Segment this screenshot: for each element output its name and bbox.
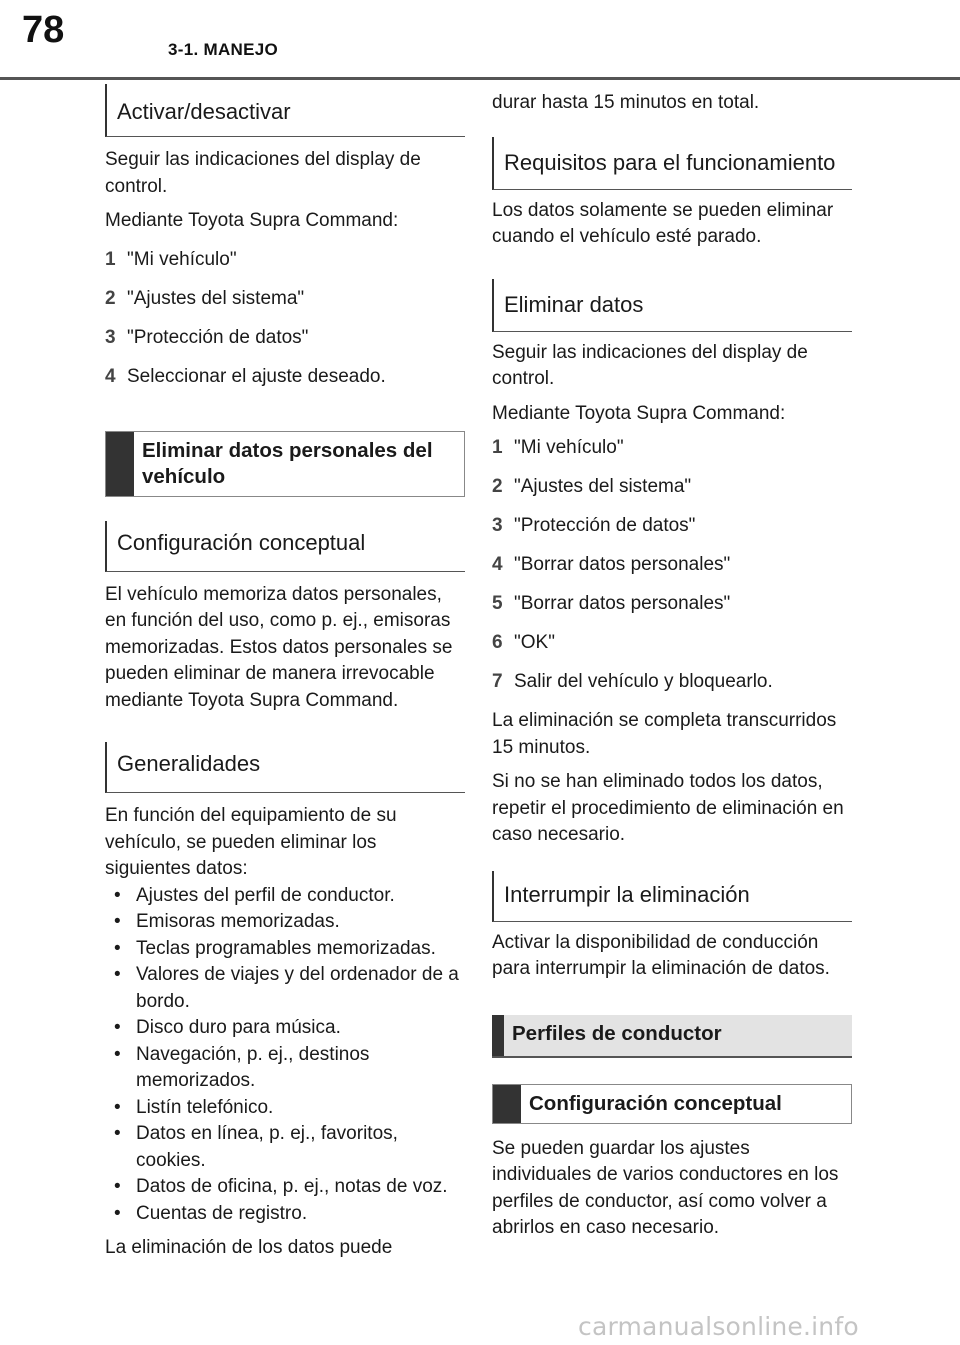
step-item bbox=[105, 325, 465, 351]
step-text: "Borrar datos personales" bbox=[514, 554, 731, 575]
step-item bbox=[105, 286, 465, 312]
step-text: "OK" bbox=[514, 632, 555, 653]
heading-bar bbox=[492, 1015, 504, 1056]
heading-bar bbox=[493, 1085, 521, 1123]
list-item: • Emisoras memorizadas. bbox=[114, 911, 340, 932]
box-heading-text: Eliminar datos personales del vehículo bbox=[142, 438, 433, 488]
step-text: "Ajustes del sistema" bbox=[127, 287, 305, 309]
page-header bbox=[0, 0, 960, 80]
list-item: • Navegación, p. ej., destinos memorizados. bbox=[114, 1043, 370, 1091]
step-text: "Protección de datos" bbox=[127, 326, 309, 348]
list-item: • Datos en línea, p. ej., favoritos, cookies. bbox=[114, 1123, 398, 1171]
heading-configuracion-conceptual: Configuración conceptual bbox=[105, 521, 465, 572]
section-title: 3-1. MANEJO bbox=[168, 40, 279, 59]
step-text: "Mi vehículo" bbox=[127, 248, 237, 270]
box-heading-configuracion bbox=[492, 1084, 852, 1124]
paragraph: Seguir las indicaciones del display de control. bbox=[105, 149, 421, 197]
paragraph: Se pueden guardar los ajustes individuales de varios conductores en los perfiles de conductor, así como volver a abrirlos en caso necesario. bbox=[492, 1137, 839, 1238]
box-heading-text: Configuración conceptual bbox=[529, 1091, 782, 1115]
paragraph: El vehículo memoriza datos personales, en función del uso, como p. ej., emisoras memorizadas. Estos datos personales se pueden eliminar de manera irrevocable mediante Toyota Supra Command. bbox=[105, 583, 453, 711]
left-column bbox=[105, 84, 465, 1262]
step-item bbox=[492, 474, 852, 500]
step-number: 2 bbox=[492, 476, 503, 497]
heading-interrumpir: Interrumpir la eliminación bbox=[492, 871, 852, 922]
step-number: 7 bbox=[492, 671, 503, 692]
step-list bbox=[492, 435, 852, 695]
step-item bbox=[105, 364, 465, 390]
step-list bbox=[105, 247, 465, 390]
band-heading-perfiles bbox=[492, 1015, 852, 1058]
right-column bbox=[492, 84, 852, 1250]
step-number: 2 bbox=[105, 287, 116, 309]
heading-eliminar-datos: Eliminar datos bbox=[492, 279, 852, 332]
step-number: 4 bbox=[105, 365, 116, 387]
step-text: "Mi vehículo" bbox=[514, 437, 624, 458]
step-item bbox=[105, 247, 465, 273]
paragraph: La eliminación de los datos puede bbox=[105, 1237, 393, 1258]
heading-activar-desactivar: Activar/desactivar bbox=[105, 84, 465, 137]
paragraph: Seguir las indicaciones del display de control. bbox=[492, 341, 808, 389]
box-heading-eliminar-datos bbox=[105, 431, 465, 497]
step-number: 1 bbox=[105, 248, 116, 270]
step-text: Seleccionar el ajuste deseado. bbox=[127, 365, 386, 387]
list-item: • Cuentas de registro. bbox=[114, 1202, 308, 1224]
list-item: • Valores de viajes y del ordenador de a bordo. bbox=[114, 964, 459, 1012]
step-number: 4 bbox=[492, 554, 503, 575]
list-item: • Ajustes del perfil de conductor. bbox=[114, 884, 395, 906]
header-divider bbox=[0, 77, 960, 80]
heading-generalidades: Generalidades bbox=[105, 742, 465, 793]
list-item: • Teclas programables memorizadas. bbox=[114, 937, 436, 959]
step-number: 6 bbox=[492, 632, 503, 653]
step-item bbox=[492, 552, 852, 578]
step-number: 5 bbox=[492, 593, 503, 614]
paragraph: Si no se han eliminado todos los datos, repetir el procedimiento de eliminación en caso necesario. bbox=[492, 771, 844, 845]
step-text: "Protección de datos" bbox=[514, 515, 696, 536]
list-item: • Disco duro para música. bbox=[114, 1017, 341, 1038]
paragraph: Activar la disponibilidad de conducción para interrumpir la eliminación de datos. bbox=[492, 931, 830, 979]
watermark: carmanualsonline.info bbox=[578, 1312, 859, 1341]
heading-requisitos: Requisitos para el funcionamiento bbox=[492, 137, 852, 190]
page-number: 78 bbox=[22, 9, 65, 51]
list-item: • Datos de oficina, p. ej., notas de voz. bbox=[114, 1176, 448, 1197]
step-item bbox=[492, 669, 852, 695]
step-number: 3 bbox=[105, 326, 116, 348]
list-item: • Listín telefónico. bbox=[114, 1096, 274, 1118]
step-text: "Borrar datos personales" bbox=[514, 593, 731, 614]
heading-bar bbox=[106, 432, 134, 496]
paragraph: Mediante Toyota Supra Command: bbox=[105, 210, 399, 231]
step-number: 1 bbox=[492, 437, 503, 458]
step-text: Salir del vehículo y bloquearlo. bbox=[514, 671, 773, 692]
paragraph: Los datos solamente se pueden eliminar cuando el vehículo esté parado. bbox=[492, 199, 834, 247]
paragraph: Mediante Toyota Supra Command: bbox=[492, 402, 786, 424]
bullet-list bbox=[105, 883, 465, 1228]
step-item bbox=[492, 630, 852, 656]
paragraph: En función del equipamiento de su vehículo, se pueden eliminar los siguientes datos: bbox=[105, 805, 397, 879]
step-item bbox=[492, 591, 852, 617]
step-item bbox=[492, 435, 852, 461]
step-number: 3 bbox=[492, 515, 503, 536]
paragraph: durar hasta 15 minutos en total. bbox=[492, 92, 760, 113]
paragraph: La eliminación se completa transcurridos 15 minutos. bbox=[492, 710, 837, 758]
step-item bbox=[492, 513, 852, 539]
step-text: "Ajustes del sistema" bbox=[514, 476, 692, 497]
band-heading-text: Perfiles de conductor bbox=[512, 1021, 722, 1045]
